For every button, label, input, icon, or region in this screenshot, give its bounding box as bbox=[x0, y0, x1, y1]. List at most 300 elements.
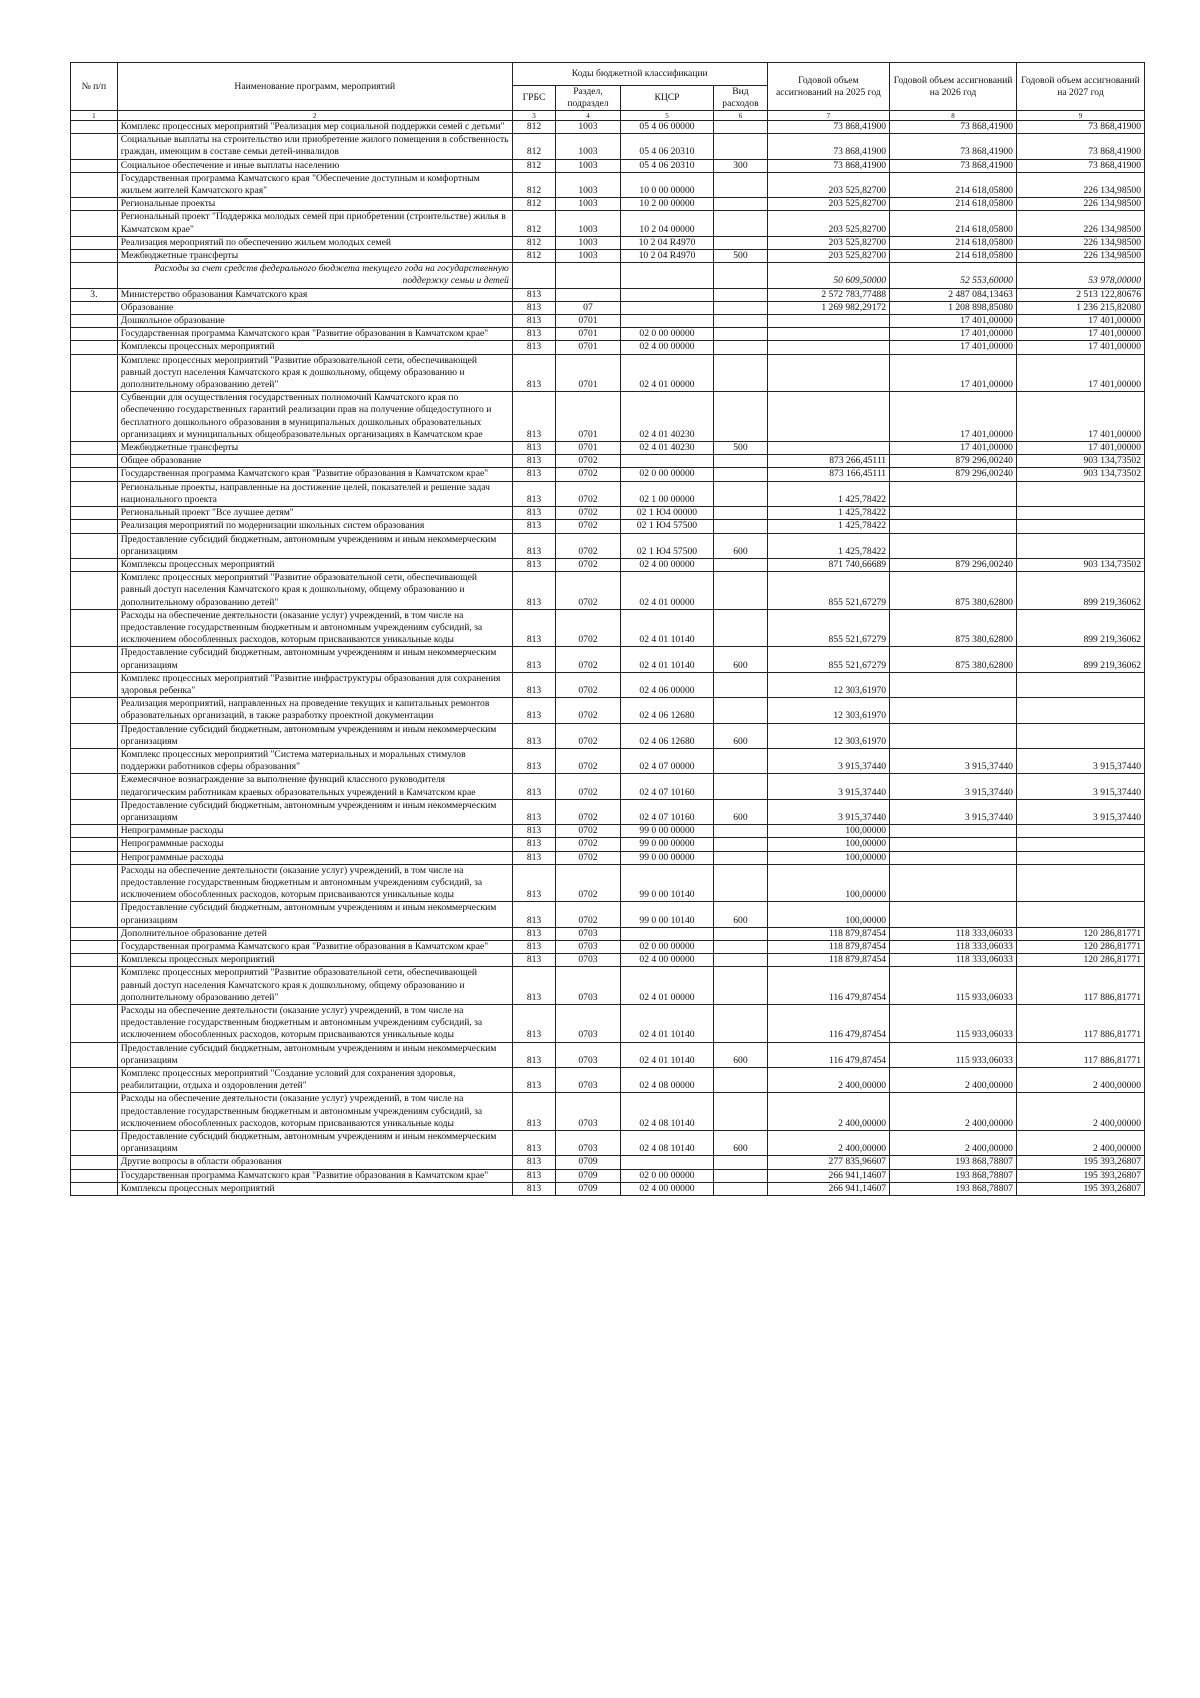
row-vid: 600 bbox=[714, 1042, 767, 1067]
row-name: Предоставление субсидий бюджетным, автономным учреждениям и иным некоммерческим организациям bbox=[117, 647, 512, 672]
row-name: Общее образование bbox=[117, 455, 512, 468]
row-amount-2027: 195 393,26807 bbox=[1016, 1182, 1144, 1195]
row-amount-2027: 903 134,73502 bbox=[1016, 558, 1144, 571]
row-number bbox=[71, 354, 118, 392]
row-amount-2025 bbox=[767, 315, 889, 328]
row-amount-2025: 116 479,87454 bbox=[767, 1005, 889, 1043]
row-kcsr: 99 0 00 00000 bbox=[620, 851, 713, 864]
row-name: Региональный проект "Все лучшее детям" bbox=[117, 507, 512, 520]
row-amount-2025: 100,00000 bbox=[767, 838, 889, 851]
row-amount-2025 bbox=[767, 328, 889, 341]
row-name: Государственная программа Камчатского края "Обеспечение доступным и комфортным жильем жителей Камчатского края" bbox=[117, 172, 512, 197]
row-amount-2026: 879 296,00240 bbox=[890, 468, 1017, 481]
row-number bbox=[71, 954, 118, 967]
budget-table bbox=[70, 62, 1145, 1196]
row-kcsr: 02 1 Ю4 00000 bbox=[620, 507, 713, 520]
table-row bbox=[71, 825, 1145, 838]
row-amount-2026: 115 933,06033 bbox=[890, 1042, 1017, 1067]
row-kcsr: 05 4 06 20310 bbox=[620, 159, 713, 172]
row-amount-2026: 17 401,00000 bbox=[890, 315, 1017, 328]
row-kcsr: 02 0 00 00000 bbox=[620, 1169, 713, 1182]
row-vid bbox=[714, 1005, 767, 1043]
row-amount-2027: 120 286,81771 bbox=[1016, 927, 1144, 940]
row-number bbox=[71, 250, 118, 263]
row-amount-2027: 903 134,73502 bbox=[1016, 468, 1144, 481]
header-index-row bbox=[71, 111, 1145, 121]
row-kcsr: 02 4 01 10140 bbox=[620, 647, 713, 672]
row-number bbox=[71, 263, 118, 288]
row-kcsr: 02 4 00 00000 bbox=[620, 954, 713, 967]
row-amount-2025 bbox=[767, 341, 889, 354]
row-vid: 600 bbox=[714, 533, 767, 558]
row-number bbox=[71, 481, 118, 506]
row-amount-2025: 118 879,87454 bbox=[767, 954, 889, 967]
row-vid bbox=[714, 468, 767, 481]
row-kcsr: 02 4 07 10160 bbox=[620, 799, 713, 824]
row-kcsr: 02 0 00 00000 bbox=[620, 468, 713, 481]
row-vid bbox=[714, 748, 767, 773]
row-number bbox=[71, 902, 118, 927]
row-name: Ежемесячное вознаграждение за выполнение функций классного руководителя педагогическим работникам краевых образовательных учреждений в Камчатском крае bbox=[117, 774, 512, 799]
row-amount-2025: 100,00000 bbox=[767, 864, 889, 902]
row-grbs: 813 bbox=[512, 967, 555, 1005]
row-amount-2026: 52 553,60000 bbox=[890, 263, 1017, 288]
header-year-2025: Годовой объем ассигнований на 2025 год bbox=[767, 63, 889, 111]
row-kcsr: 99 0 00 00000 bbox=[620, 838, 713, 851]
row-name: Межбюджетные трансферты bbox=[117, 442, 512, 455]
row-grbs: 813 bbox=[512, 354, 555, 392]
row-vid bbox=[714, 121, 767, 134]
row-amount-2027 bbox=[1016, 698, 1144, 723]
row-amount-2026 bbox=[890, 520, 1017, 533]
row-amount-2025: 3 915,37440 bbox=[767, 799, 889, 824]
row-vid bbox=[714, 558, 767, 571]
row-kcsr: 02 4 00 00000 bbox=[620, 558, 713, 571]
row-razdel: 0702 bbox=[556, 838, 621, 851]
row-kcsr: 05 4 06 00000 bbox=[620, 121, 713, 134]
row-amount-2026 bbox=[890, 507, 1017, 520]
row-number bbox=[71, 838, 118, 851]
row-amount-2025: 12 303,61970 bbox=[767, 723, 889, 748]
row-amount-2026: 193 868,78807 bbox=[890, 1169, 1017, 1182]
table-row bbox=[71, 1131, 1145, 1156]
row-number bbox=[71, 941, 118, 954]
row-kcsr: 02 4 08 00000 bbox=[620, 1068, 713, 1093]
row-amount-2026: 3 915,37440 bbox=[890, 774, 1017, 799]
row-name: Комплексы процессных мероприятий bbox=[117, 558, 512, 571]
row-number bbox=[71, 572, 118, 610]
row-vid bbox=[714, 481, 767, 506]
row-amount-2025: 855 521,67279 bbox=[767, 647, 889, 672]
table-row bbox=[71, 288, 1145, 301]
row-name: Расходы на обеспечение деятельности (оказание услуг) учреждений, в том числе на предоставление государственным бюджетным и автономным учреждениям субсидий, за исключением обособленных расходов, которым присваиваются уникальные коды bbox=[117, 864, 512, 902]
row-name: Предоставление субсидий бюджетным, автономным учреждениям и иным некоммерческим организациям bbox=[117, 902, 512, 927]
row-grbs: 813 bbox=[512, 507, 555, 520]
row-amount-2026: 214 618,05800 bbox=[890, 172, 1017, 197]
row-razdel: 0702 bbox=[556, 572, 621, 610]
header-index-cell: 2 bbox=[117, 111, 512, 121]
row-number bbox=[71, 1093, 118, 1131]
row-amount-2025 bbox=[767, 392, 889, 442]
row-number bbox=[71, 520, 118, 533]
row-number bbox=[71, 609, 118, 647]
row-kcsr: 02 4 00 00000 bbox=[620, 1182, 713, 1195]
row-grbs: 813 bbox=[512, 799, 555, 824]
row-razdel: 0709 bbox=[556, 1156, 621, 1169]
row-number bbox=[71, 825, 118, 838]
header-index-cell: 3 bbox=[512, 111, 555, 121]
table-row bbox=[71, 121, 1145, 134]
row-amount-2026: 2 400,00000 bbox=[890, 1131, 1017, 1156]
row-name: Реализация мероприятий по модернизации школьных систем образования bbox=[117, 520, 512, 533]
row-amount-2025: 100,00000 bbox=[767, 851, 889, 864]
row-kcsr: 02 0 00 00000 bbox=[620, 941, 713, 954]
row-name: Другие вопросы в области образования bbox=[117, 1156, 512, 1169]
table-row bbox=[71, 481, 1145, 506]
row-vid bbox=[714, 609, 767, 647]
header-index-cell: 5 bbox=[620, 111, 713, 121]
row-kcsr bbox=[620, 455, 713, 468]
row-amount-2026: 3 915,37440 bbox=[890, 748, 1017, 773]
row-grbs: 813 bbox=[512, 1131, 555, 1156]
row-grbs: 813 bbox=[512, 825, 555, 838]
row-razdel: 0703 bbox=[556, 1068, 621, 1093]
row-kcsr: 02 4 01 00000 bbox=[620, 354, 713, 392]
row-amount-2027 bbox=[1016, 533, 1144, 558]
table-row bbox=[71, 927, 1145, 940]
table-row bbox=[71, 134, 1145, 159]
row-name: Реализация мероприятий по обеспечению жильем молодых семей bbox=[117, 236, 512, 249]
table-row bbox=[71, 748, 1145, 773]
table-row bbox=[71, 1182, 1145, 1195]
table-row bbox=[71, 520, 1145, 533]
row-vid bbox=[714, 236, 767, 249]
table-row bbox=[71, 967, 1145, 1005]
row-amount-2027: 903 134,73502 bbox=[1016, 455, 1144, 468]
row-kcsr: 02 4 07 10160 bbox=[620, 774, 713, 799]
row-amount-2025: 266 941,14607 bbox=[767, 1182, 889, 1195]
table-row bbox=[71, 774, 1145, 799]
row-amount-2027 bbox=[1016, 838, 1144, 851]
row-amount-2026: 214 618,05800 bbox=[890, 236, 1017, 249]
row-number bbox=[71, 1005, 118, 1043]
row-kcsr: 02 4 06 12680 bbox=[620, 723, 713, 748]
table-header bbox=[71, 63, 1145, 121]
row-amount-2027: 73 868,41900 bbox=[1016, 159, 1144, 172]
row-amount-2026: 73 868,41900 bbox=[890, 159, 1017, 172]
row-grbs: 813 bbox=[512, 481, 555, 506]
table-row bbox=[71, 159, 1145, 172]
row-amount-2025: 116 479,87454 bbox=[767, 1042, 889, 1067]
row-vid bbox=[714, 1169, 767, 1182]
row-number bbox=[71, 1131, 118, 1156]
row-razdel: 0702 bbox=[556, 672, 621, 697]
row-amount-2026: 118 333,06033 bbox=[890, 954, 1017, 967]
row-razdel: 0701 bbox=[556, 442, 621, 455]
row-kcsr: 10 2 04 00000 bbox=[620, 211, 713, 236]
row-name: Государственная программа Камчатского края "Развитие образования в Камчатском крае" bbox=[117, 328, 512, 341]
row-razdel: 0703 bbox=[556, 1042, 621, 1067]
row-grbs: 813 bbox=[512, 647, 555, 672]
row-vid: 600 bbox=[714, 799, 767, 824]
row-razdel: 0702 bbox=[556, 851, 621, 864]
row-razdel: 0702 bbox=[556, 520, 621, 533]
row-amount-2025: 1 269 982,29172 bbox=[767, 301, 889, 314]
row-grbs: 813 bbox=[512, 442, 555, 455]
row-amount-2026: 73 868,41900 bbox=[890, 121, 1017, 134]
row-amount-2025: 203 525,82700 bbox=[767, 211, 889, 236]
row-kcsr: 02 4 08 10140 bbox=[620, 1093, 713, 1131]
row-number bbox=[71, 315, 118, 328]
row-grbs: 813 bbox=[512, 864, 555, 902]
row-razdel: 0701 bbox=[556, 328, 621, 341]
row-amount-2027: 3 915,37440 bbox=[1016, 748, 1144, 773]
table-row bbox=[71, 328, 1145, 341]
row-name: Непрограммные расходы bbox=[117, 825, 512, 838]
row-amount-2025: 266 941,14607 bbox=[767, 1169, 889, 1182]
row-vid bbox=[714, 301, 767, 314]
row-grbs: 813 bbox=[512, 698, 555, 723]
row-amount-2027: 17 401,00000 bbox=[1016, 442, 1144, 455]
row-name: Непрограммные расходы bbox=[117, 851, 512, 864]
row-name: Комплекс процессных мероприятий "Развитие образовательной сети, обеспечивающей равный доступ населения Камчатского края к дошкольному, общему образованию и дополнительному образованию детей" bbox=[117, 354, 512, 392]
row-name: Непрограммные расходы bbox=[117, 838, 512, 851]
row-vid bbox=[714, 172, 767, 197]
row-number bbox=[71, 851, 118, 864]
row-number bbox=[71, 967, 118, 1005]
row-number bbox=[71, 211, 118, 236]
row-amount-2026: 118 333,06033 bbox=[890, 927, 1017, 940]
row-amount-2027: 226 134,98500 bbox=[1016, 211, 1144, 236]
row-name: Комплекс процессных мероприятий "Развитие образовательной сети, обеспечивающей равный доступ населения Камчатского края к дошкольному, общему образованию и дополнительному образованию детей" bbox=[117, 572, 512, 610]
row-amount-2025: 1 425,78422 bbox=[767, 507, 889, 520]
row-kcsr: 02 4 01 40230 bbox=[620, 392, 713, 442]
row-vid: 600 bbox=[714, 902, 767, 927]
row-name: Расходы на обеспечение деятельности (оказание услуг) учреждений, в том числе на предоставление государственным бюджетным и автономным учреждениям субсидий, за исключением обособленных расходов, которым присваиваются уникальные коды bbox=[117, 1005, 512, 1043]
row-number bbox=[71, 774, 118, 799]
row-grbs: 813 bbox=[512, 1068, 555, 1093]
row-razdel: 0709 bbox=[556, 1169, 621, 1182]
table-row bbox=[71, 864, 1145, 902]
row-name: Региональные проекты, направленные на достижение целей, показателей и решение задач национального проекта bbox=[117, 481, 512, 506]
row-grbs: 812 bbox=[512, 236, 555, 249]
row-razdel: 0702 bbox=[556, 825, 621, 838]
row-vid bbox=[714, 1093, 767, 1131]
row-vid bbox=[714, 927, 767, 940]
row-name: Предоставление субсидий бюджетным, автономным учреждениям и иным некоммерческим организациям bbox=[117, 1042, 512, 1067]
row-grbs: 813 bbox=[512, 941, 555, 954]
row-kcsr: 02 1 Ю4 57500 bbox=[620, 533, 713, 558]
row-amount-2025: 873 166,45111 bbox=[767, 468, 889, 481]
row-kcsr: 02 4 01 10140 bbox=[620, 609, 713, 647]
table-row bbox=[71, 609, 1145, 647]
row-kcsr: 99 0 00 10140 bbox=[620, 864, 713, 902]
table-row bbox=[71, 572, 1145, 610]
row-razdel: 0702 bbox=[556, 799, 621, 824]
row-amount-2026: 2 400,00000 bbox=[890, 1093, 1017, 1131]
row-kcsr: 02 4 01 10140 bbox=[620, 1005, 713, 1043]
row-amount-2026 bbox=[890, 672, 1017, 697]
row-amount-2025: 100,00000 bbox=[767, 902, 889, 927]
table-row bbox=[71, 1169, 1145, 1182]
row-grbs: 813 bbox=[512, 558, 555, 571]
row-name: Предоставление субсидий бюджетным, автономным учреждениям и иным некоммерческим организациям bbox=[117, 799, 512, 824]
table-row bbox=[71, 533, 1145, 558]
table-row bbox=[71, 442, 1145, 455]
row-number bbox=[71, 533, 118, 558]
row-name: Комплекс процессных мероприятий "Развитие образовательной сети, обеспечивающей равный доступ населения Камчатского края к дошкольному, общему образованию и дополнительному образованию детей" bbox=[117, 967, 512, 1005]
row-number bbox=[71, 799, 118, 824]
row-grbs: 813 bbox=[512, 1169, 555, 1182]
row-amount-2027: 226 134,98500 bbox=[1016, 236, 1144, 249]
row-grbs: 812 bbox=[512, 159, 555, 172]
row-amount-2027: 899 219,36062 bbox=[1016, 572, 1144, 610]
row-amount-2026: 875 380,62800 bbox=[890, 609, 1017, 647]
row-amount-2027: 17 401,00000 bbox=[1016, 354, 1144, 392]
row-amount-2025: 203 525,82700 bbox=[767, 236, 889, 249]
header-grbs: ГРБС bbox=[512, 86, 555, 111]
row-number bbox=[71, 121, 118, 134]
row-amount-2027: 117 886,81771 bbox=[1016, 1042, 1144, 1067]
row-razdel: 0702 bbox=[556, 723, 621, 748]
row-vid: 600 bbox=[714, 723, 767, 748]
row-amount-2025 bbox=[767, 442, 889, 455]
row-number bbox=[71, 328, 118, 341]
row-name: Комплекс процессных мероприятий "Реализация мер социальной поддержки семей с детьми" bbox=[117, 121, 512, 134]
row-name: Дошкольное образование bbox=[117, 315, 512, 328]
row-amount-2027: 226 134,98500 bbox=[1016, 250, 1144, 263]
row-number bbox=[71, 198, 118, 211]
row-kcsr bbox=[620, 263, 713, 288]
row-kcsr: 02 1 Ю4 57500 bbox=[620, 520, 713, 533]
row-number bbox=[71, 1068, 118, 1093]
table-row bbox=[71, 236, 1145, 249]
row-amount-2026 bbox=[890, 838, 1017, 851]
row-number bbox=[71, 1169, 118, 1182]
row-amount-2027: 117 886,81771 bbox=[1016, 967, 1144, 1005]
row-amount-2027: 195 393,26807 bbox=[1016, 1156, 1144, 1169]
row-kcsr: 02 4 01 40230 bbox=[620, 442, 713, 455]
row-amount-2026: 118 333,06033 bbox=[890, 941, 1017, 954]
row-amount-2025: 277 835,96607 bbox=[767, 1156, 889, 1169]
row-grbs: 813 bbox=[512, 723, 555, 748]
row-amount-2027: 2 400,00000 bbox=[1016, 1068, 1144, 1093]
row-number bbox=[71, 172, 118, 197]
row-vid bbox=[714, 455, 767, 468]
row-amount-2025: 2 400,00000 bbox=[767, 1068, 889, 1093]
row-kcsr: 10 2 04 R4970 bbox=[620, 250, 713, 263]
row-amount-2026 bbox=[890, 481, 1017, 506]
row-name: Социальное обеспечение и иные выплаты населению bbox=[117, 159, 512, 172]
table-row bbox=[71, 354, 1145, 392]
row-vid bbox=[714, 392, 767, 442]
row-number bbox=[71, 647, 118, 672]
row-amount-2027: 2 400,00000 bbox=[1016, 1093, 1144, 1131]
row-vid bbox=[714, 941, 767, 954]
row-amount-2027 bbox=[1016, 672, 1144, 697]
row-vid bbox=[714, 774, 767, 799]
row-number bbox=[71, 1156, 118, 1169]
row-grbs: 813 bbox=[512, 1005, 555, 1043]
row-kcsr: 10 2 00 00000 bbox=[620, 198, 713, 211]
row-grbs: 813 bbox=[512, 927, 555, 940]
row-amount-2025: 203 525,82700 bbox=[767, 172, 889, 197]
row-razdel: 0702 bbox=[556, 533, 621, 558]
row-number bbox=[71, 341, 118, 354]
table-row bbox=[71, 672, 1145, 697]
row-razdel: 1003 bbox=[556, 134, 621, 159]
row-razdel: 0702 bbox=[556, 698, 621, 723]
row-amount-2027 bbox=[1016, 902, 1144, 927]
row-razdel: 0703 bbox=[556, 954, 621, 967]
row-kcsr: 05 4 06 20310 bbox=[620, 134, 713, 159]
row-amount-2025: 73 868,41900 bbox=[767, 134, 889, 159]
row-amount-2026: 17 401,00000 bbox=[890, 341, 1017, 354]
row-name: Комплексы процессных мероприятий bbox=[117, 341, 512, 354]
header-kcsr: КЦСР bbox=[620, 86, 713, 111]
row-amount-2027 bbox=[1016, 864, 1144, 902]
row-vid: 500 bbox=[714, 442, 767, 455]
row-amount-2027: 2 513 122,80676 bbox=[1016, 288, 1144, 301]
row-vid bbox=[714, 341, 767, 354]
table-row bbox=[71, 647, 1145, 672]
row-number bbox=[71, 672, 118, 697]
row-amount-2025: 3 915,37440 bbox=[767, 748, 889, 773]
row-amount-2025: 100,00000 bbox=[767, 825, 889, 838]
row-amount-2025: 12 303,61970 bbox=[767, 698, 889, 723]
row-razdel: 0702 bbox=[556, 748, 621, 773]
row-amount-2025: 116 479,87454 bbox=[767, 967, 889, 1005]
row-razdel: 0701 bbox=[556, 354, 621, 392]
row-amount-2026: 214 618,05800 bbox=[890, 250, 1017, 263]
row-grbs: 813 bbox=[512, 851, 555, 864]
row-amount-2026: 115 933,06033 bbox=[890, 1005, 1017, 1043]
row-grbs: 812 bbox=[512, 250, 555, 263]
row-razdel: 0702 bbox=[556, 558, 621, 571]
row-kcsr: 02 4 07 00000 bbox=[620, 748, 713, 773]
row-amount-2027: 73 868,41900 bbox=[1016, 134, 1144, 159]
row-amount-2027: 17 401,00000 bbox=[1016, 328, 1144, 341]
row-kcsr bbox=[620, 315, 713, 328]
row-grbs: 813 bbox=[512, 902, 555, 927]
row-razdel bbox=[556, 288, 621, 301]
table-row bbox=[71, 392, 1145, 442]
row-number bbox=[71, 392, 118, 442]
row-kcsr: 02 4 06 00000 bbox=[620, 672, 713, 697]
table-row bbox=[71, 315, 1145, 328]
table-row bbox=[71, 198, 1145, 211]
row-razdel: 1003 bbox=[556, 172, 621, 197]
row-name: Комплекс процессных мероприятий "Система материальных и моральных стимулов поддержки работников сферы образования" bbox=[117, 748, 512, 773]
table-row bbox=[71, 1068, 1145, 1093]
row-number bbox=[71, 455, 118, 468]
row-razdel: 0701 bbox=[556, 315, 621, 328]
row-amount-2026: 3 915,37440 bbox=[890, 799, 1017, 824]
row-amount-2025: 203 525,82700 bbox=[767, 198, 889, 211]
row-grbs: 813 bbox=[512, 1093, 555, 1131]
row-name: Предоставление субсидий бюджетным, автономным учреждениям и иным некоммерческим организациям bbox=[117, 533, 512, 558]
header-num: № п/п bbox=[71, 63, 118, 111]
row-amount-2027 bbox=[1016, 520, 1144, 533]
row-name: Расходы на обеспечение деятельности (оказание услуг) учреждений, в том числе на предоставление государственным бюджетным и автономным учреждениям субсидий, за исключением обособленных расходов, которым присваиваются уникальные коды bbox=[117, 1093, 512, 1131]
header-codes-group: Коды бюджетной классификации bbox=[512, 63, 767, 86]
row-number bbox=[71, 442, 118, 455]
row-amount-2027: 17 401,00000 bbox=[1016, 315, 1144, 328]
table-row bbox=[71, 558, 1145, 571]
row-number bbox=[71, 558, 118, 571]
row-razdel: 0703 bbox=[556, 1005, 621, 1043]
row-razdel: 0703 bbox=[556, 941, 621, 954]
